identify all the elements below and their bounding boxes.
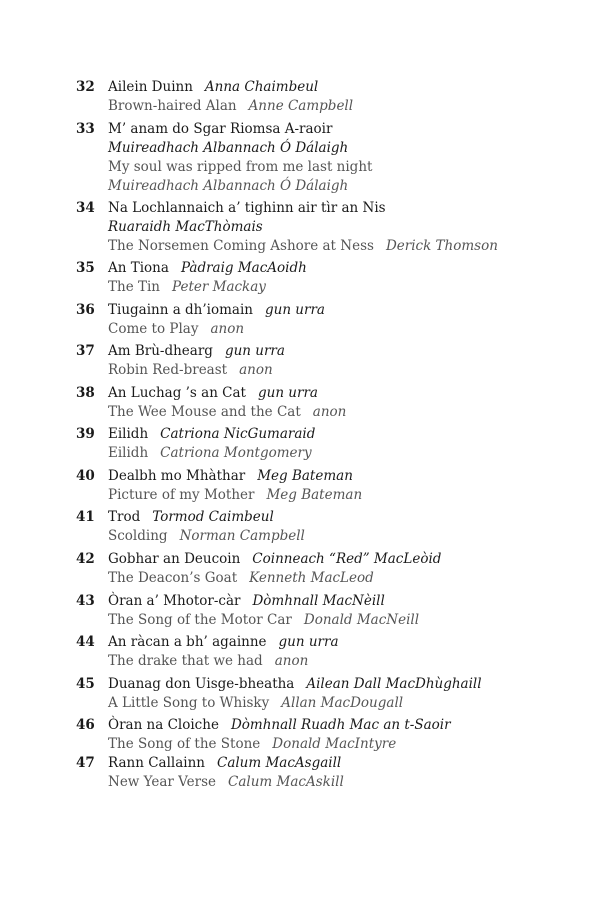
gaelic-title: Na Lochlannaich a’ tighinn air tìr an Nis: [108, 200, 386, 216]
entry-number: 35: [76, 260, 95, 276]
entry-number: 44: [76, 634, 95, 650]
gaelic-title: Òran na Cloiche: [108, 717, 219, 733]
english-author: Peter Mackay: [172, 279, 266, 295]
english-author: Donald MacIntyre: [272, 736, 397, 752]
english-title: The drake that we had: [108, 653, 263, 669]
gaelic-title: An ràcan a bh’ againne: [108, 634, 267, 650]
gaelic-title: Tiugainn a dh’iomain: [108, 302, 253, 318]
entry-number: 47: [76, 755, 95, 771]
entry-number: 43: [76, 593, 95, 609]
english-title: The Wee Mouse and the Cat: [108, 404, 301, 420]
gaelic-title: An Luchag ’s an Cat: [108, 385, 246, 401]
gaelic-author: gun urra: [278, 634, 339, 650]
english-title: The Deacon’s Goat: [108, 570, 238, 586]
gaelic-title: An Tiona: [108, 260, 169, 276]
gaelic-author: Catriona NicGumaraid: [160, 426, 316, 442]
english-author: anon: [210, 321, 245, 337]
english-title: Robin Red-breast: [108, 362, 228, 378]
entry-number: 34: [76, 200, 95, 216]
gaelic-author: Anna Chaimbeul: [204, 79, 319, 95]
gaelic-title: Trod: [108, 509, 141, 525]
entry-number: 33: [76, 121, 95, 137]
english-author: Meg Bateman: [266, 487, 363, 503]
entry-number: 36: [76, 302, 95, 318]
gaelic-author: Dòmhnall MacNèill: [252, 593, 385, 609]
gaelic-author: Ailean Dall MacDhùghaill: [306, 676, 482, 692]
english-author: Kenneth MacLeod: [249, 570, 374, 586]
gaelic-author: gun urra: [257, 385, 318, 401]
english-title: My soul was ripped from me last night: [108, 159, 373, 175]
gaelic-author: Coinneach “Red” MacLeòid: [252, 551, 442, 567]
entry-number: 32: [76, 79, 95, 95]
gaelic-title: Duanag don Uisge-bheatha: [108, 676, 295, 692]
english-title: A Little Song to Whisky: [108, 695, 270, 711]
gaelic-author: Muireadhach Albannach Ó Dálaigh: [108, 140, 349, 156]
english-author: anon: [274, 653, 309, 669]
entry-number: 39: [76, 426, 95, 442]
gaelic-author: gun urra: [264, 302, 325, 318]
entry-number: 46: [76, 717, 95, 733]
english-title: The Song of the Motor Car: [108, 612, 292, 628]
gaelic-title: M’ anam do Sgar Riomsa A-raoir: [108, 121, 333, 137]
gaelic-author: Dòmhnall Ruadh Mac an t-Saoir: [230, 717, 451, 733]
gaelic-author: Calum MacAsgaill: [216, 755, 342, 771]
entry-number: 37: [76, 343, 95, 359]
gaelic-title: Gobhar an Deucoin: [108, 551, 241, 567]
english-author: Donald MacNeill: [303, 612, 420, 628]
gaelic-author: Pàdraig MacAoidh: [180, 260, 307, 276]
english-title: Eilidh: [108, 445, 149, 461]
entry-number: 38: [76, 385, 95, 401]
english-author: Catriona Montgomery: [160, 445, 312, 461]
gaelic-title: Òran a’ Mhotor-càr: [108, 593, 241, 609]
english-author: Muireadhach Albannach Ó Dálaigh: [108, 178, 349, 194]
english-title: Picture of my Mother: [108, 487, 255, 503]
gaelic-title: Dealbh mo Mhàthar: [108, 468, 246, 484]
english-title: New Year Verse: [108, 774, 217, 790]
english-title: Brown-haired Alan: [108, 98, 237, 114]
gaelic-title: Eilidh: [108, 426, 149, 442]
english-author: Anne Campbell: [248, 98, 354, 114]
entry-number: 45: [76, 676, 95, 692]
gaelic-author: gun urra: [224, 343, 285, 359]
english-author: Allan MacDougall: [281, 695, 404, 711]
gaelic-title: Rann Callainn: [108, 755, 205, 771]
english-author: Derick Thomson: [385, 238, 498, 254]
gaelic-title: Am Brù-dhearg: [108, 343, 213, 359]
english-author: anon: [312, 404, 347, 420]
gaelic-author: Tormod Caimbeul: [152, 509, 274, 525]
english-author: Norman Campbell: [179, 528, 305, 544]
gaelic-author: Meg Bateman: [257, 468, 353, 484]
english-title: The Norsemen Coming Ashore at Ness: [108, 238, 374, 254]
english-title: The Tin: [108, 279, 160, 295]
english-author: anon: [239, 362, 273, 378]
entry-number: 42: [76, 551, 95, 567]
english-title: Scolding: [108, 528, 168, 544]
gaelic-author: Ruaraidh MacThòmais: [108, 219, 263, 235]
entry-number: 41: [76, 509, 95, 525]
gaelic-title: Ailein Duinn: [108, 79, 193, 95]
english-title: The Song of the Stone: [108, 736, 261, 752]
english-title: Come to Play: [108, 321, 199, 337]
english-author: Calum MacAskill: [228, 774, 344, 790]
entry-number: 40: [76, 468, 95, 484]
